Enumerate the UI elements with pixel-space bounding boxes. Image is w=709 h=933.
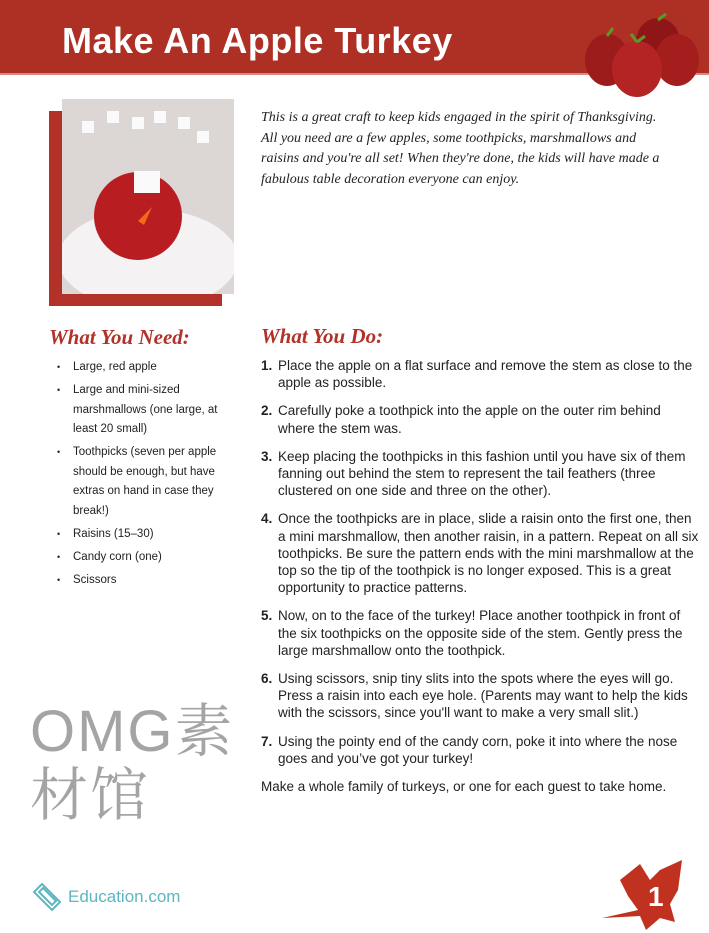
step-text: Place the apple on a flat surface and remove the stem as close to the apple as possible. xyxy=(278,358,693,391)
list-item: • Raisins (15–30) xyxy=(57,525,227,545)
brand-name: Education.com xyxy=(68,887,181,906)
step-text: Now, on to the face of the turkey! Place another toothpick in front of the six toothpicks on the opposite side of the stem. Gently press the large marshmallow onto the toothpick. xyxy=(278,608,683,658)
apples-illustration xyxy=(580,12,705,97)
list-item: • Candy corn (one) xyxy=(57,548,227,568)
step-number: 7. xyxy=(261,733,273,749)
paperclip-icon xyxy=(30,882,64,912)
apple-turkey-photo xyxy=(62,99,234,294)
step-item xyxy=(261,357,701,391)
step-number: 5. xyxy=(261,608,273,624)
step-number: 3. xyxy=(261,448,273,464)
step-item xyxy=(261,670,701,722)
intro-text: This is a great craft to keep kids engaged in the spirit of Thanksgiving. All you need are a few apples, some toothpicks, marshmallows and raisins and you're all set! When they're done, the kids will have made a fabulous table decoration everyone can enjoy. xyxy=(261,110,660,187)
step-item xyxy=(261,607,701,659)
step-text: Once the toothpicks are in place, slide a raisin onto the first one, then a mini marshmallow, then another raisin, in a pattern. Repeat on all six toothpicks. Be sure the pattern ends with the mini marshmallow at the top so the tip of the toothpick is no longer exposed. This is a great opportunity to practice patterns. xyxy=(278,511,699,596)
page-title: Make An Apple Turkey xyxy=(62,20,453,61)
watermark: OMG素材馆 xyxy=(30,699,235,828)
step-number: 4. xyxy=(261,511,273,527)
education-logo[interactable] xyxy=(30,882,180,912)
step-text: Using scissors, snip tiny slits into the spots where the eyes will go. Press a raisin into each eye hole. (Parents may want to help the kids with the scissors, since you'll want to make a very small slit.) xyxy=(278,671,688,721)
step-text: Carefully poke a toothpick into the apple on the outer rim behind where the stem was. xyxy=(278,403,661,436)
step-number: 2. xyxy=(261,403,273,419)
closing-text: Make a whole family of turkeys, or one for each guest to take home. xyxy=(261,779,667,795)
step-text: Keep placing the toothpicks in this fashion until you have six of them fanning out behind the stem to represent the tail feathers (three clustered on one side and three on the other). xyxy=(278,448,686,499)
what-you-need-heading: What You Need: xyxy=(49,325,190,349)
step-item xyxy=(261,733,701,767)
list-item: • Large and mini-sized marshmallows (one large, at least 20 small) xyxy=(57,381,227,440)
page-number: 1 xyxy=(648,881,664,912)
supplies-list xyxy=(57,358,227,594)
step-text: Using the pointy end of the candy corn, poke it into where the nose goes and you’ve got your turkey! xyxy=(278,733,678,766)
list-item: • Large, red apple xyxy=(57,358,227,378)
list-item: • Toothpicks (seven per apple should be enough, but have extras on hand in case they break!) xyxy=(57,443,227,521)
step-item xyxy=(261,402,701,436)
steps-list xyxy=(261,357,701,767)
instructions-section xyxy=(261,357,701,795)
step-number: 1. xyxy=(261,358,273,373)
step-item xyxy=(261,510,701,596)
step-item xyxy=(261,448,701,500)
maple-leaf-page-number xyxy=(600,860,685,930)
list-item: • Scissors xyxy=(57,571,227,591)
step-number: 6. xyxy=(261,671,273,687)
what-you-do-heading: What You Do: xyxy=(261,324,384,348)
